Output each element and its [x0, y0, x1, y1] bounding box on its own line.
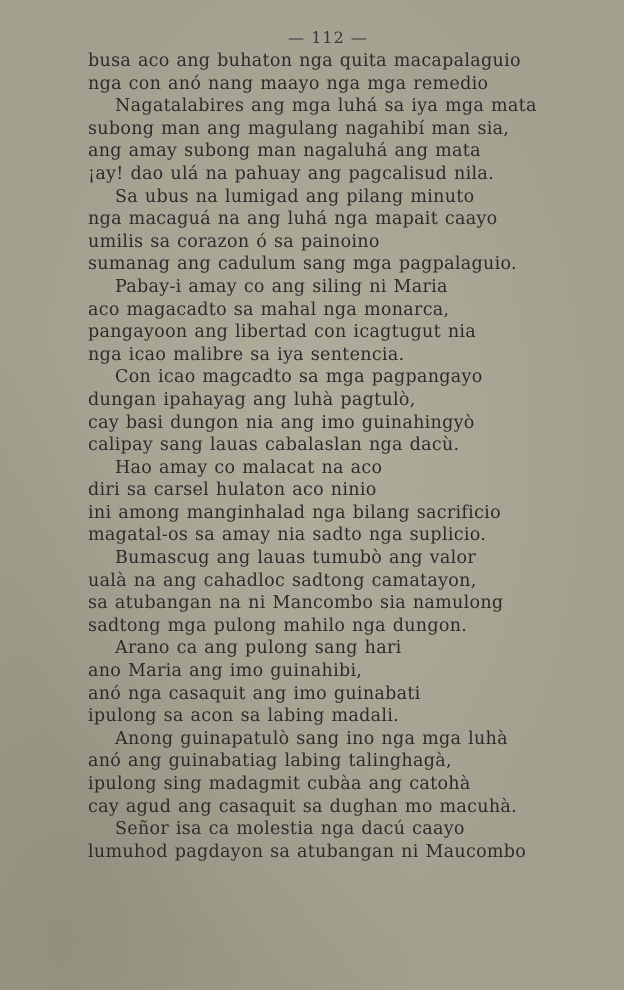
verse-line: busa aco ang buhaton nga quita macapalaguio: [88, 51, 521, 71]
verse-line: ipulong sing madagmit cubàa ang catohà: [88, 774, 471, 794]
verse-line: Señor isa ca molestia nga dacú caayo: [115, 819, 465, 840]
verse-line: nga macaguá na ang luhá nga mapait caayo: [88, 209, 498, 230]
stanza: [88, 186, 588, 276]
verse-line: ano Maria ang imo guinahibi,: [88, 661, 363, 682]
verse-line: pangayoon ang libertad con icagtugut nia: [88, 322, 477, 343]
verse-line: ualà na ang cahadloc sadtong camatayon,: [88, 570, 477, 591]
stanza: [88, 637, 588, 727]
verse-line: cay agud ang casaquit sa dughan mo macuhà.: [88, 796, 517, 817]
verse-line: ¡ay! dao ulá na pahuay ang pagcalisud nila.: [88, 163, 494, 184]
verse-line: umilis sa corazon ó sa painoino: [88, 231, 380, 252]
verse-line: Anong guinapatulò sang ino nga mga luhà: [115, 728, 508, 749]
stanza: [88, 547, 588, 637]
verse-line: Pabay-i amay co ang siling ni Maria: [115, 276, 448, 297]
verse-line: ipulong sa acon sa labing madali.: [88, 706, 399, 727]
verse-line: dungan ipahayag ang luhà pagtulò,: [88, 389, 416, 410]
verse-line: ang amay subong man nagaluhá ang mata: [88, 141, 481, 162]
verse-line: sa atubangan na ni Mancombo sia namulong: [88, 593, 504, 614]
verse-line: magatal-os sa amay nia sadto nga suplicio.: [88, 525, 487, 546]
verse-line: ini among manginhalad nga bilang sacrificio: [88, 502, 501, 523]
verse-line: Arano ca ang pulong sang hari: [115, 638, 402, 659]
verse-line: anó ang guinabatiag labing talinghagà,: [88, 751, 452, 772]
verse-line: Bumascug ang lauas tumubò ang valor: [115, 548, 476, 569]
verse-line: Sa ubus na lumigad ang pilang minuto: [115, 186, 475, 207]
verse-line: sumanag ang cadulum sang mga pagpalaguio.: [88, 254, 517, 275]
stanza: [88, 818, 588, 863]
verse-line: Nagatalabires ang mga luhá sa iya mga mata: [115, 96, 537, 117]
stanza: [88, 50, 588, 95]
verse-line: nga icao malibre sa iya sentencia.: [88, 344, 405, 365]
stanza: [88, 276, 588, 366]
verse-line: aco magacadto sa mahal nga monarca,: [88, 299, 450, 320]
verse-line: lumuhod pagdayon sa atubangan ni Maucombo: [88, 841, 527, 862]
verse-line: cay basi dungon nia ang imo guinahingyò: [88, 412, 475, 433]
stanza: [88, 457, 588, 547]
stanza: [88, 95, 588, 185]
verse-line: nga con anó nang maayo nga mga remedio: [88, 73, 489, 94]
book-page: [88, 26, 588, 863]
stanza: [88, 366, 588, 456]
page-number: — 112 —: [288, 28, 368, 47]
poem-body: [88, 50, 588, 863]
verse-line: calipay sang lauas cabalaslan nga dacù.: [88, 435, 460, 456]
verse-line: anó nga casaquit ang imo guinabati: [88, 683, 421, 704]
verse-line: diri sa carsel hulaton aco ninio: [88, 480, 377, 501]
stanza: [88, 728, 588, 818]
verse-line: Hao amay co malacat na aco: [115, 457, 383, 478]
verse-line: subong man ang magulang nagahibí man sia,: [88, 118, 510, 139]
verse-line: Con icao magcadto sa mga pagpangayo: [115, 367, 483, 388]
verse-line: sadtong mga pulong mahilo nga dungon.: [88, 615, 468, 636]
